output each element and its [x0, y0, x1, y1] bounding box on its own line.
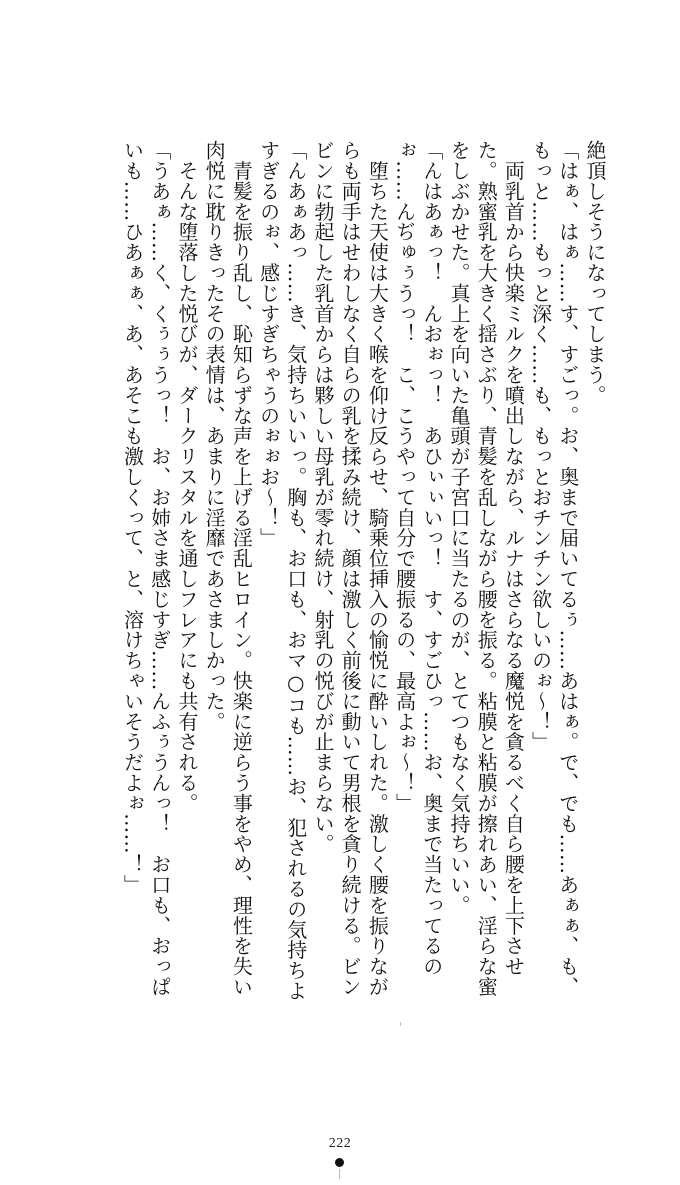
text-line: そんな堕落した悦びが、ダークリスタルを通しフレアにも共有される。 [174, 140, 199, 814]
text-line: 両乳首から快楽ミルクを噴出しながら、ルナはさらなる魔悦を貪るべく自ら腰を上下させた。熟蜜乳を大きく揺さぶり、青髪を乱しながら腰を振る。粘膜と粘膜が擦れあい、淫らな蜜をしぶかせた。真上を向いた亀頭が子宮口に当たるのが、とてつもなく気持ちいい。 [446, 140, 526, 997]
page-marker-tick [339, 1169, 340, 1179]
text-line: 青髪を振り乱し、恥知らずな声を上げる淫乱ヒロイン。快楽に逆らう事をやめ、理性を失い肉悦に耽りきったその表情は、あまりに淫靡であさましかった。 [202, 140, 254, 997]
page-number: 222 [328, 1136, 352, 1151]
text-line: 絶頂しそうになってしまう。 [583, 140, 607, 406]
vertical-text-body [58, 140, 608, 1010]
page-marker-dot [335, 1158, 344, 1167]
text-line: 「はぁ、はぁ……す、すごっ。お、奥まで届いてるぅ……あはぁ。で、でも……あぁぁ、も、もっと……もっと深く……も、もっとおチンチン欲しいのぉ～！」 [528, 140, 580, 997]
text-line: 堕ちた天使は大きく喉を仰け反らせ、騎乗位挿入の愉悦に酔いしれた。激しく腰を振りながらも両手はせわしなく自らの乳を揉み続け、顔は激しく前後に動いて男根を貪り続ける。ビンビンに勃起した乳首からは夥しい母乳が零れ続け、射乳の悦びが止まらない。 [310, 140, 390, 997]
text-line: 「うあぁ……く、くぅぅうっ！ お、お姉さま感じすぎ……んふぅうんっ！ お口も、おっぱいも……ひあぁぁ、あ、あそこも激しくって、と、溶けちゃいそうだよぉ……！」 [120, 140, 172, 997]
text-line: 「んはあぁっ！ んおぉっ！ あひぃぃいっ！ す、すごひっ……お、奥まで当たってるのぉ……んぢゅぅうっ！ こ、こうやって自分で腰振るの、最高よぉ～！」 [392, 140, 444, 977]
text-line: 「んあぁあっ……き、気持ちいいっ。胸も、お口も、おマ○コも……お、犯されるの気持ちよすぎるのぉ、感じすぎちゃうのぉぉお～！」 [256, 140, 308, 1001]
scan-artifact [400, 1022, 401, 1026]
